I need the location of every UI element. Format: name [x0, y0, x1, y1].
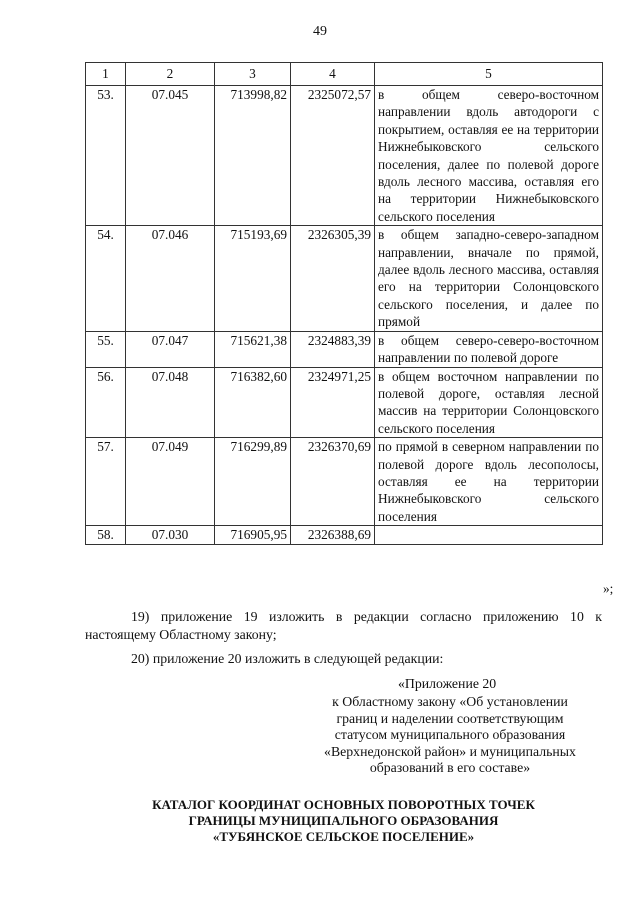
point-code: 07.045: [126, 86, 215, 226]
catalog-title-line: ГРАНИЦЫ МУНИЦИПАЛЬНОГО ОБРАЗОВАНИЯ: [188, 813, 499, 829]
coordinate-x: 716905,95: [215, 526, 291, 544]
column-header: 1: [86, 63, 126, 86]
point-number: 57.: [86, 438, 126, 526]
column-header: 4: [291, 63, 375, 86]
boundary-description: в общем восточном направлении по полевой дороге, оставляя лесной массив на территории Солонцовского сельского поселения: [375, 367, 603, 438]
column-header: 5: [375, 63, 603, 86]
column-header: 2: [126, 63, 215, 86]
appendix-header: «Приложение 20: [398, 676, 497, 691]
coordinates-table: [85, 62, 603, 545]
coordinate-y: 2326305,39: [291, 226, 375, 331]
column-header: 3: [215, 63, 291, 86]
boundary-description: по прямой в северном направлении по полевой дороге вдоль лесополосы, оставляя ее на территории Нижнебыковского сельского поселения: [375, 438, 603, 526]
catalog-title: [85, 797, 602, 846]
appendix-reference-line: к Областному закону «Об установлении: [332, 694, 568, 709]
point-number: 56.: [86, 367, 126, 438]
point-code: 07.046: [126, 226, 215, 331]
coordinate-y: 2326370,69: [291, 438, 375, 526]
table-header-row: [86, 63, 603, 86]
table-row: [86, 331, 603, 367]
table-row: [86, 86, 603, 226]
boundary-description: [375, 526, 603, 544]
appendix-reference-line: статусом муниципального образования: [334, 727, 566, 743]
table-row: [86, 226, 603, 331]
coordinate-x: 713998,82: [215, 86, 291, 226]
appendix-reference-line: границ и наделении соответствующим: [336, 710, 564, 726]
table-closing-quote: »;: [603, 581, 614, 596]
paragraph-item-19: 19) приложение 19 изложить в редакции согласно приложению 10 к настоящему Областному закону;: [85, 609, 602, 642]
table-row: [86, 367, 603, 438]
point-number: 55.: [86, 331, 126, 367]
appendix-reference: [300, 694, 600, 777]
point-number: 53.: [86, 86, 126, 226]
catalog-title-line: КАТАЛОГ КООРДИНАТ ОСНОВНЫХ ПОВОРОТНЫХ ТОЧЕК: [152, 797, 535, 812]
coordinate-x: 716299,89: [215, 438, 291, 526]
point-code: 07.047: [126, 331, 215, 367]
table-row: [86, 526, 603, 544]
coordinate-x: 715193,69: [215, 226, 291, 331]
boundary-description: в общем северо-восточном направлении вдоль автодороги с покрытием, оставляя ее на территории Нижнебыковского сельского поселения, далее по полевой дороге вдоль лесного массива, оставляя его на территории Нижнебыковского сельского поселения: [375, 86, 603, 226]
appendix-reference-line: образований в его составе»: [369, 760, 531, 776]
catalog-title-line: «ТУБЯНСКОЕ СЕЛЬСКОЕ ПОСЕЛЕНИЕ»: [212, 829, 475, 845]
paragraph-item-20: 20) приложение 20 изложить в следующей редакции:: [131, 651, 444, 666]
coordinate-x: 716382,60: [215, 367, 291, 438]
boundary-description: в общем западно-северо-западном направлении, вначале по прямой, далее вдоль лесного массива, оставляя его на территории Солонцовского сельского поселения, и далее по прямой: [375, 226, 603, 331]
coordinate-y: 2325072,57: [291, 86, 375, 226]
table-row: [86, 438, 603, 526]
point-code: 07.048: [126, 367, 215, 438]
boundary-description: в общем северо-северо-восточном направлении по полевой дороге: [375, 331, 603, 367]
point-code: 07.049: [126, 438, 215, 526]
page-number: 49: [313, 24, 327, 39]
coordinate-y: 2324883,39: [291, 331, 375, 367]
point-code: 07.030: [126, 526, 215, 544]
coordinate-y: 2326388,69: [291, 526, 375, 544]
coordinate-y: 2324971,25: [291, 367, 375, 438]
point-number: 58.: [86, 526, 126, 544]
point-number: 54.: [86, 226, 126, 331]
appendix-reference-line: «Верхнедонской район» и муниципальных: [324, 743, 576, 759]
coordinate-x: 715621,38: [215, 331, 291, 367]
